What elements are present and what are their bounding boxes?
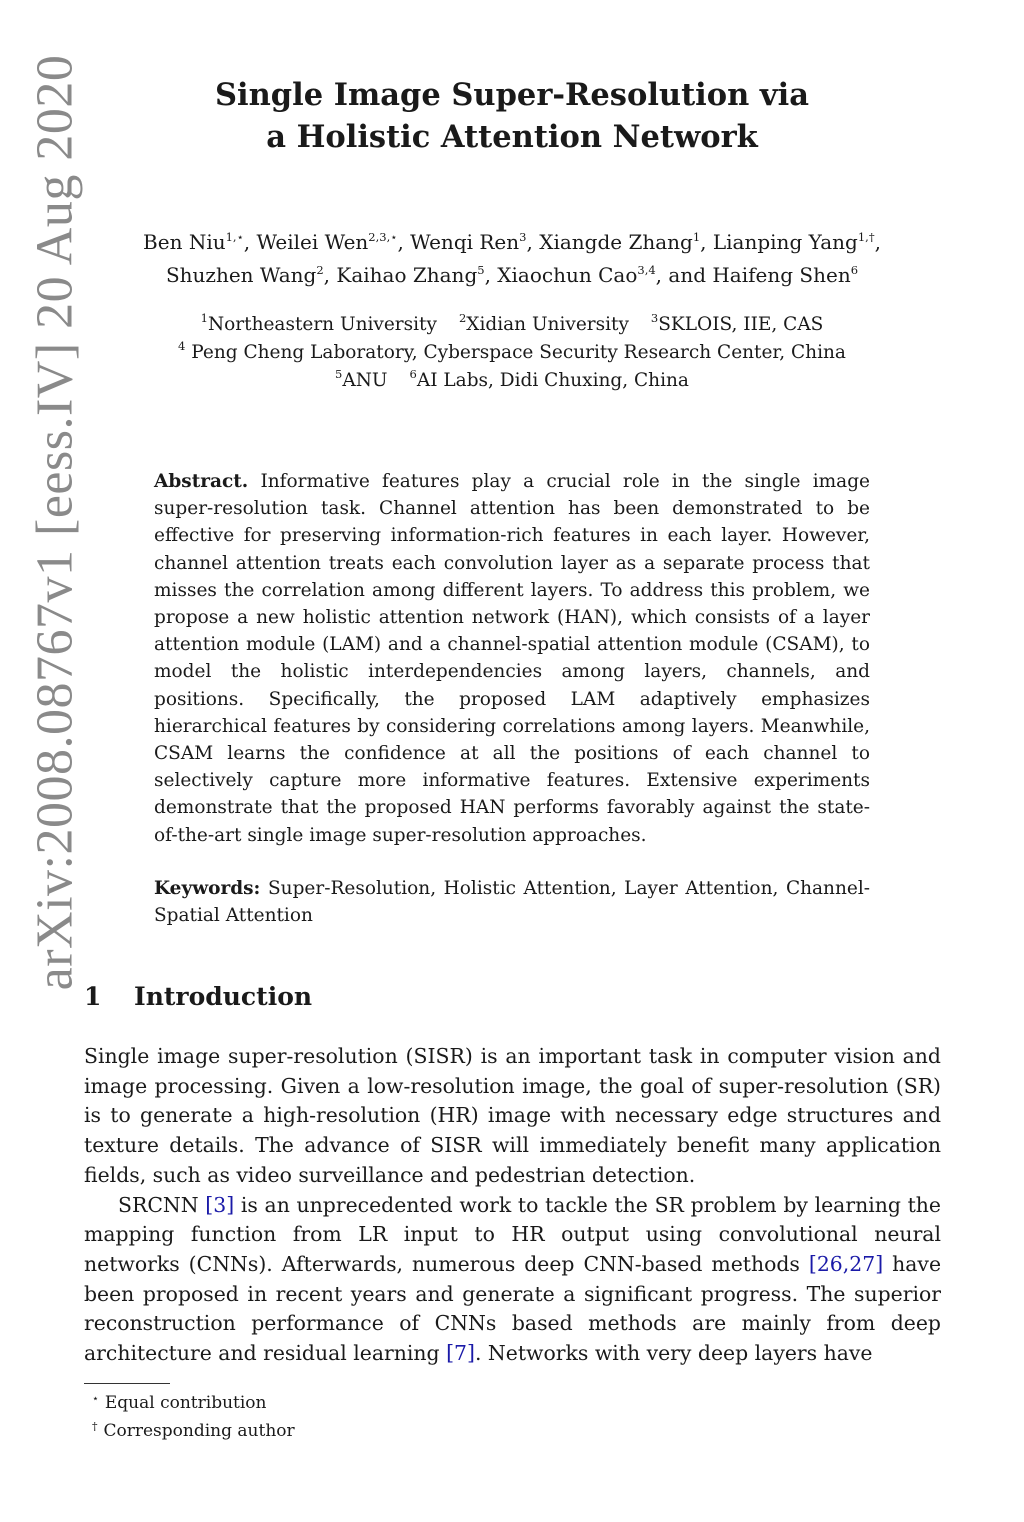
author-affil: 1,⋆ <box>225 230 244 244</box>
citation-link[interactable]: [26,27] <box>808 1251 884 1276</box>
abstract-label: Abstract. <box>154 471 249 492</box>
affiliation: ANU <box>342 370 388 391</box>
arxiv-identifier: arXiv:2008.08767v1 [eess.IV] 20 Aug 2020 <box>26 54 84 990</box>
abstract <box>154 468 870 929</box>
author-line-1: Ben Niu$^{1,⋆}$, Weilei Wen$^{2,3,⋆}$, Wenqi Ren$^3$, Xiangde Zhang$^1$, Lianping Yang$^{1,\dagger}$, <box>143 230 881 254</box>
affil-mark: 3 <box>650 311 659 325</box>
affiliation: SKLOIS, IIE, CAS <box>658 314 824 335</box>
author-affil: 5 <box>477 263 485 277</box>
author-name: Kaihao Zhang <box>336 263 478 287</box>
footnote-text: Corresponding author <box>103 1421 295 1441</box>
author-name: Xiaochun Cao <box>497 263 638 287</box>
affil-mark: 6 <box>409 367 417 381</box>
affiliation: Northeastern University <box>207 314 437 335</box>
intro-text: SRCNN <box>118 1192 206 1217</box>
paper-title <box>150 74 874 158</box>
footnote-mark: ⋆ <box>92 1392 99 1405</box>
author-affil: 1,† <box>857 230 875 244</box>
author-name: Lianping Yang <box>712 230 858 254</box>
footnote-rule <box>84 1383 170 1384</box>
author-affil: 3 <box>519 230 527 244</box>
footnotes <box>92 1389 295 1445</box>
affiliation-list <box>120 311 904 395</box>
footnote <box>92 1417 295 1445</box>
keywords-text: Super-Resolution, Holistic Attention, Layer Attention, Channel-Spatial Attention <box>154 877 870 927</box>
author-conjunction: and <box>668 263 706 287</box>
footnote-mark: † <box>92 1420 98 1433</box>
author-affil: 2,3,⋆ <box>368 230 398 244</box>
keywords-label: Keywords: <box>154 877 261 899</box>
affiliation-line-1 <box>120 311 904 339</box>
author-line-2: Shuzhen Wang$^2$, Kaihao Zhang$^5$, Xiaochun Cao$^{3,4}$, and Haifeng Shen$^6$ <box>165 263 859 287</box>
arxiv-stamp <box>24 54 86 990</box>
author-name: Haifeng Shen <box>712 263 851 287</box>
affil-mark: 2 <box>458 311 467 325</box>
keywords <box>154 875 870 929</box>
intro-text: have been proposed in recent years and generate a significant progress. The superior reconstruction performance of CNNs based methods are mainly from deep architecture and residual learning <box>84 1251 942 1366</box>
section-heading <box>84 979 312 1015</box>
title-line-1: Single Image Super-Resolution via <box>215 77 809 113</box>
author-affil: 6 <box>850 263 859 277</box>
intro-paragraph-2 <box>84 1191 941 1369</box>
citation-link[interactable]: [3] <box>205 1192 235 1217</box>
affil-mark: 1 <box>200 311 208 325</box>
author-name: Ben Niu <box>143 230 226 254</box>
abstract-text: Informative features play a crucial role in the single image super-resolution task. Channel attention has been demonstrated to be effective for preserving information-rich features in each layer. However, channel attention treats each convolution layer as a separate process that misses the correlation among different layers. To address this problem, we propose a new holistic attention network (HAN), which consists of a layer attention module (LAM) and a channel-spatial attention module (CSAM), to model the holistic interdependencies among layers, channels, and positions. Specifically, the proposed LAM adaptively emphasizes hierarchical features by considering correlations among layers. Meanwhile, CSAM learns the confidence at all the positions of each channel to selectively capture more informative features. Extensive experiments demonstrate that the proposed HAN performs favorably against the state-of-the-art single image super-resolution approaches. <box>154 471 870 846</box>
intro-text: is an unprecedented work to tackle the SR problem by learning the mapping function from LR input to HR output using convolutional neural networks (CNNs). Afterwards, numerous deep CNN-based methods <box>84 1192 941 1276</box>
abstract-paragraph <box>154 468 870 849</box>
author-name: Xiangde Zhang <box>539 230 693 254</box>
affil-mark: 4 <box>178 339 186 353</box>
affiliation: Peng Cheng Laboratory, Cyberspace Security Research Center, China <box>191 342 846 363</box>
author-list <box>80 226 944 292</box>
title-line-2: a Holistic Attention Network <box>266 119 758 155</box>
author-name: Wenqi Ren <box>410 230 520 254</box>
footnote <box>92 1389 295 1417</box>
author-name: Shuzhen Wang <box>165 263 317 287</box>
affiliation-line-2 <box>120 339 904 367</box>
affil-mark: 5 <box>335 367 343 381</box>
author-affil: 2 <box>316 263 324 277</box>
footnote-text: Equal contribution <box>104 1393 267 1413</box>
intro-text: . Networks with very deep layers have <box>474 1341 873 1366</box>
section-number: 1 <box>84 982 102 1011</box>
intro-paragraph-1: Single image super-resolution (SISR) is an important task in computer vision and image processing. Given a low-resolution image, the goal of super-resolution (SR) is to generate a high-resolution (HR) image with necessary edge structures and texture details. The advance of SISR will immediately benefit many application fields, such as video surveillance and pedestrian detection. <box>84 1044 941 1187</box>
section-title: Introduction <box>134 982 313 1011</box>
affiliation: Xidian University <box>466 314 629 335</box>
affiliation-line-3 <box>120 367 904 395</box>
author-name: Weilei Wen <box>256 230 369 254</box>
affiliation: AI Labs, Didi Chuxing, China <box>416 370 689 391</box>
author-affil: 1 <box>692 230 701 244</box>
author-affil: 3,4 <box>637 263 656 277</box>
introduction-body <box>84 1042 941 1369</box>
citation-link[interactable]: [7] <box>446 1341 475 1366</box>
